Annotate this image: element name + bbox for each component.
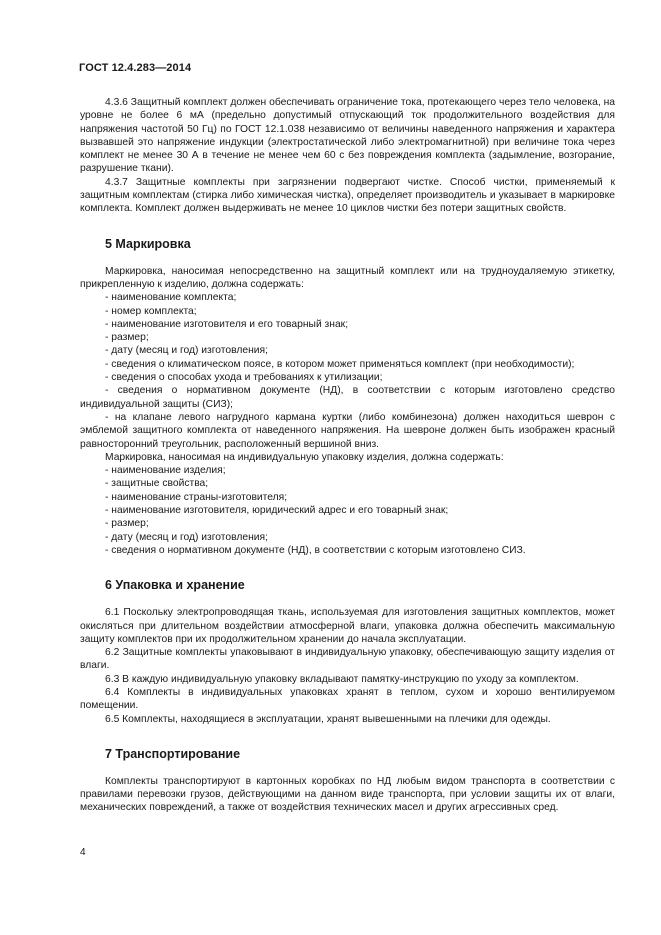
- package-marking-item: - защитные свойства;: [105, 478, 209, 490]
- section-6-title: 6 Упаковка и хранение: [105, 578, 245, 593]
- document-body: [80, 96, 615, 815]
- page-number: 4: [80, 847, 86, 858]
- marking-intro: Маркировка, наносимая непосредственно на защитный комплект или на трудноудаляемую этикетку, прикрепленную к изделию, должна содержать:: [80, 265, 615, 290]
- paragraph-6-1: 6.1 Поскольку электропроводящая ткань, используемая для изготовления защитных комплектов, может окисляться при длительном воздействии атмосферной влаги, упаковка должна обеспечить максимальную защиту комплектов при их продолжительном хранении до начала эксплуатации.: [80, 607, 615, 645]
- marking-item: - наименование изготовителя и его товарный знак;: [105, 318, 349, 330]
- paragraph-6-4: 6.4 Комплекты в индивидуальных упаковках хранят в теплом, сухом и хорошо вентилируемом помещении.: [80, 686, 615, 712]
- section-7-title: 7 Транспортирование: [105, 746, 241, 761]
- package-marking-item: - размер;: [105, 518, 149, 530]
- package-marking-item: - сведения о нормативном документе (НД), в соответствии с которым изготовлено СИЗ.: [105, 544, 526, 556]
- paragraph-4-3-6: 4.3.6 Защитный комплект должен обеспечивать ограничение тока, протекающего через тело человека, на уровне не более 6 мА (предельно допустимый отпускающий ток продолжительного воздействия для напряжения частотой 50 Гц) по ГОСТ 12.1.038 независимо от величины наведенного напряжения и характера вызвавшей это напряжение индукции (электростатической либо электромагнитной) при величине тока через комплект не менее 30 А в течение не менее чем 60 с без повреждения комплекта (задымление, возгорание, разрушение ткани).: [80, 97, 615, 175]
- marking-item: - на клапане левого нагрудного кармана куртки (либо комбинезона) должен находиться шеврон с эмблемой защитного комплекта от наведенного напряжения. На шевроне должен быть изображен красный равносторонний треугольник, расположенный вершиной вниз.: [80, 411, 615, 450]
- marking-item: - номер комплекта;: [105, 305, 197, 317]
- package-marking-intro: Маркировка, наносимая на индивидуальную упаковку изделия, должна содержать:: [105, 451, 504, 463]
- marking-item: - сведения о способах ухода и требованиях к утилизации;: [105, 372, 383, 384]
- paragraph-4-3-7: 4.3.7 Защитные комплекты при загрязнении подвергают чистке. Способ чистки, применяемый к защитным комплектам (стирка либо химическая чистка), определяет производитель и указывает в маркировке комплекта. Комплект должен выдерживать не менее 10 циклов чистки без потери защитных свойств.: [80, 176, 615, 215]
- marking-item: - сведения о климатическом поясе, в котором может применяться комплект (при необходимости);: [105, 358, 575, 370]
- paragraph-6-2: 6.2 Защитные комплекты упаковывают в индивидуальную упаковку, обеспечивающую защиту изделия от влаги.: [80, 647, 615, 672]
- package-marking-item: - наименование изготовителя, юридический адрес и его товарный знак;: [105, 505, 449, 517]
- package-marking-item: - наименование изделия;: [105, 465, 226, 477]
- package-marking-item: - наименование страны-изготовителя;: [105, 491, 288, 503]
- document-header: ГОСТ 12.4.283—2014: [79, 62, 192, 74]
- marking-item: - наименование комплекта;: [105, 292, 237, 304]
- marking-item: - размер;: [105, 332, 149, 344]
- paragraph-7: Комплекты транспортируют в картонных коробках по НД любым видом транспорта в соответствии с правилами перевозки грузов, действующими на данном виде транспорта, при условии защиты их от влаги, механических повреждений, а также от воздействия технических масел и других агрессивных сред.: [80, 775, 615, 814]
- paragraph-6-3: 6.3 В каждую индивидуальную упаковку вкладывают памятку-инструкцию по уходу за комплектом.: [105, 673, 579, 685]
- marking-item: - дату (месяц и год) изготовления;: [105, 345, 268, 357]
- package-marking-item: - дату (месяц и год) изготовления;: [105, 531, 268, 543]
- marking-item: - сведения о нормативном документе (НД), в соответствии с которым изготовлено средство индивидуальной защиты (СИЗ);: [80, 385, 615, 410]
- section-5-title: 5 Маркировка: [105, 236, 191, 251]
- paragraph-6-5: 6.5 Комплекты, находящиеся в эксплуатации, хранят вывешенными на плечики для одежды.: [105, 713, 551, 725]
